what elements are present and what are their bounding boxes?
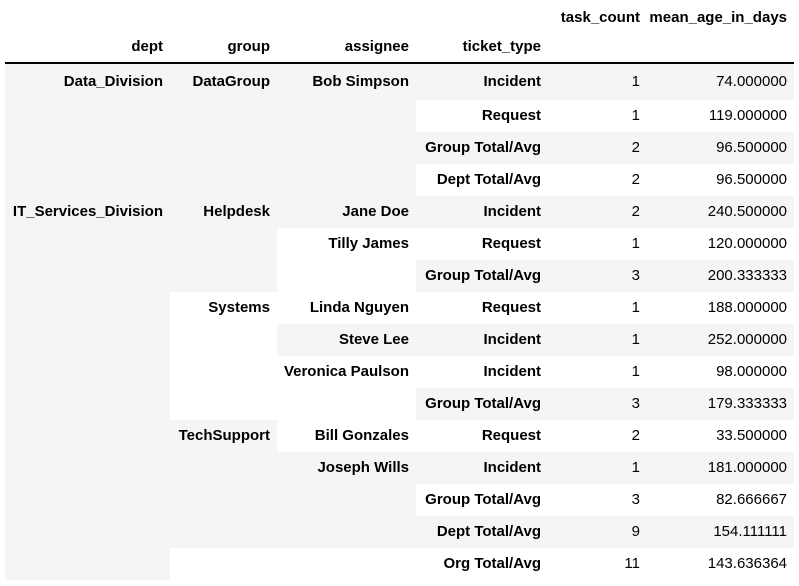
table-body bbox=[5, 63, 794, 580]
assignee-cell: Bill Gonzales bbox=[314, 427, 409, 444]
ticket-type-cell: Request bbox=[481, 107, 541, 124]
mean-age-cell: 188.000000 bbox=[707, 299, 787, 316]
table-header bbox=[5, 4, 794, 63]
assignee-cell bbox=[277, 100, 416, 196]
index-name-row bbox=[5, 32, 794, 63]
ticket-type-cell: Group Total/Avg bbox=[416, 132, 548, 164]
table-row bbox=[5, 63, 794, 100]
ticket-type-cell: Group Total/Avg bbox=[416, 388, 548, 420]
mean-age-cell: 181.000000 bbox=[647, 452, 794, 484]
ticket-type-cell: Incident bbox=[416, 63, 548, 100]
ticket-type-cell: Request bbox=[481, 427, 541, 444]
task-count-cell: 1 bbox=[631, 299, 640, 316]
assignee-cell: Bob Simpson bbox=[277, 63, 416, 100]
mean-age-cell: 143.636364 bbox=[707, 555, 787, 572]
task-count-cell: 1 bbox=[631, 235, 640, 252]
task-count-cell: 9 bbox=[548, 516, 647, 548]
table-row bbox=[5, 196, 794, 228]
dept-cell: IT_Services_Division bbox=[5, 196, 170, 548]
assignee-cell: Veronica Paulson bbox=[283, 363, 409, 380]
column-header-row bbox=[5, 4, 794, 32]
mean-age-cell: 200.333333 bbox=[647, 260, 794, 292]
task-count-cell: 3 bbox=[631, 491, 640, 508]
task-count-cell: 3 bbox=[548, 260, 647, 292]
mean-age-cell: 252.000000 bbox=[647, 324, 794, 356]
group-cell: DataGroup bbox=[170, 63, 277, 196]
group-cell bbox=[170, 548, 277, 580]
index-name-assignee: assignee bbox=[277, 32, 416, 63]
task-count-cell: 2 bbox=[548, 132, 647, 164]
ticket-type-cell: Incident bbox=[416, 196, 548, 228]
mean-age-cell: 82.666667 bbox=[716, 491, 787, 508]
blank-header-cell bbox=[277, 4, 416, 32]
column-header-task-count: task_count bbox=[560, 9, 640, 26]
column-header-mean-age: mean_age_in_days bbox=[649, 9, 787, 26]
ticket-type-cell: Incident bbox=[416, 324, 548, 356]
mean-age-cell: 74.000000 bbox=[647, 63, 794, 100]
assignee-cell bbox=[277, 548, 416, 580]
task-count-cell: 2 bbox=[548, 196, 647, 228]
index-name-group: group bbox=[170, 32, 277, 63]
task-count-cell: 1 bbox=[548, 452, 647, 484]
group-cell: Helpdesk bbox=[170, 196, 277, 292]
index-name-ticket-type: ticket_type bbox=[416, 32, 548, 63]
mean-age-cell: 179.333333 bbox=[647, 388, 794, 420]
ticket-type-cell: Org Total/Avg bbox=[443, 555, 541, 572]
group-cell: TechSupport bbox=[170, 420, 277, 548]
task-count-cell: 1 bbox=[631, 363, 640, 380]
table-row bbox=[5, 548, 794, 580]
blank-header-cell bbox=[5, 4, 170, 32]
task-count-cell: 2 bbox=[631, 171, 640, 188]
blank-header-cell bbox=[170, 4, 277, 32]
blank-header-cell bbox=[416, 4, 548, 32]
ticket-type-cell: Request bbox=[481, 299, 541, 316]
task-count-cell: 3 bbox=[548, 388, 647, 420]
task-count-cell: 1 bbox=[548, 63, 647, 100]
mean-age-cell: 119.000000 bbox=[708, 107, 787, 124]
ticket-type-cell: Dept Total/Avg bbox=[416, 516, 548, 548]
assignee-cell: Steve Lee bbox=[277, 324, 416, 356]
assignee-cell: Tilly James bbox=[328, 235, 409, 252]
ticket-type-cell: Group Total/Avg bbox=[425, 491, 541, 508]
mean-age-cell: 98.000000 bbox=[716, 363, 787, 380]
task-count-cell: 1 bbox=[548, 324, 647, 356]
assignee-cell: Jane Doe bbox=[277, 196, 416, 228]
mean-age-cell: 154.111111 bbox=[647, 516, 794, 548]
index-name-dept: dept bbox=[5, 32, 170, 63]
assignee-cell: Linda Nguyen bbox=[309, 299, 409, 316]
ticket-type-cell: Incident bbox=[483, 363, 541, 380]
ticket-type-cell: Request bbox=[481, 235, 541, 252]
blank-header-cell bbox=[647, 32, 794, 63]
ticket-type-cell: Incident bbox=[416, 452, 548, 484]
mean-age-cell: 120.000000 bbox=[707, 235, 787, 252]
summary-table bbox=[5, 4, 794, 580]
mean-age-cell: 96.500000 bbox=[647, 132, 794, 164]
dept-cell bbox=[5, 548, 170, 580]
dept-cell: Data_Division bbox=[5, 63, 170, 196]
assignee-cell: Joseph Wills bbox=[277, 452, 416, 548]
group-cell: Systems bbox=[208, 299, 270, 316]
blank-header-cell bbox=[548, 32, 647, 63]
ticket-type-cell: Dept Total/Avg bbox=[436, 171, 541, 188]
mean-age-cell: 96.500000 bbox=[716, 171, 787, 188]
mean-age-cell: 240.500000 bbox=[647, 196, 794, 228]
task-count-cell: 2 bbox=[631, 427, 640, 444]
ticket-type-cell: Group Total/Avg bbox=[416, 260, 548, 292]
task-count-cell: 11 bbox=[624, 555, 640, 572]
task-count-cell: 1 bbox=[631, 107, 640, 124]
mean-age-cell: 33.500000 bbox=[716, 427, 787, 444]
